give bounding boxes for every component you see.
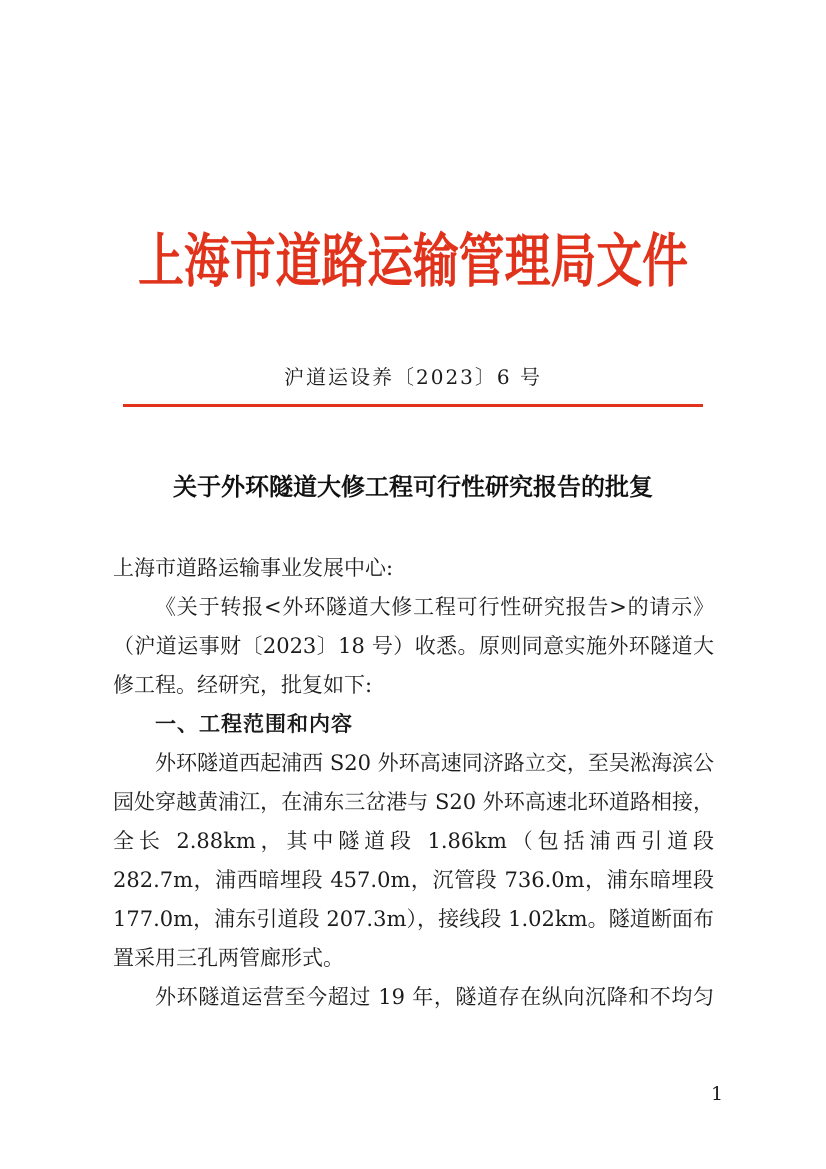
section-1-heading: 一、工程范围和内容 xyxy=(155,712,353,736)
agency-masthead-title: 上海市道路运输管理局文件 xyxy=(138,227,688,295)
page-number: 1 xyxy=(710,1083,724,1105)
addressee-line: 上海市道路运输事业发展中心: xyxy=(113,556,394,580)
paragraph-tunnel-condition: 外环隧道运营至今超过 19 年，隧道存在纵向沉降和不均匀 xyxy=(155,985,714,1009)
red-divider-rule xyxy=(123,404,703,407)
paragraph-project-scope: 外环隧道西起浦西 S20 外环高速同济路立交，至吴淞海滨公园处穿越黄浦江，在浦东三岔港与 S20 外环高速北环道路相接，全长 2.88km，其中隧道段 1.86km（包括浦西引道段 282.7m，浦西暗埋段 457.0m，沉管段 736.0m，浦东暗埋段 177.0m，浦东引道段 207.3m），接线段 1.02km。隧道断面布置采用三孔两管廊形式。 xyxy=(113,751,714,970)
paragraph-reply-intro: 《关于转报<外环隧道大修工程可行性研究报告>的请示》（沪道运事财〔2023〕18 号）收悉。原则同意实施外环隧道大修工程。经研究，批复如下: xyxy=(113,595,714,697)
doc-reference-number: 沪道运设养〔2023〕6 号 xyxy=(284,365,542,389)
document-heading: 关于外环隧道大修工程可行性研究报告的批复 xyxy=(173,472,653,501)
document-body xyxy=(113,549,714,1017)
